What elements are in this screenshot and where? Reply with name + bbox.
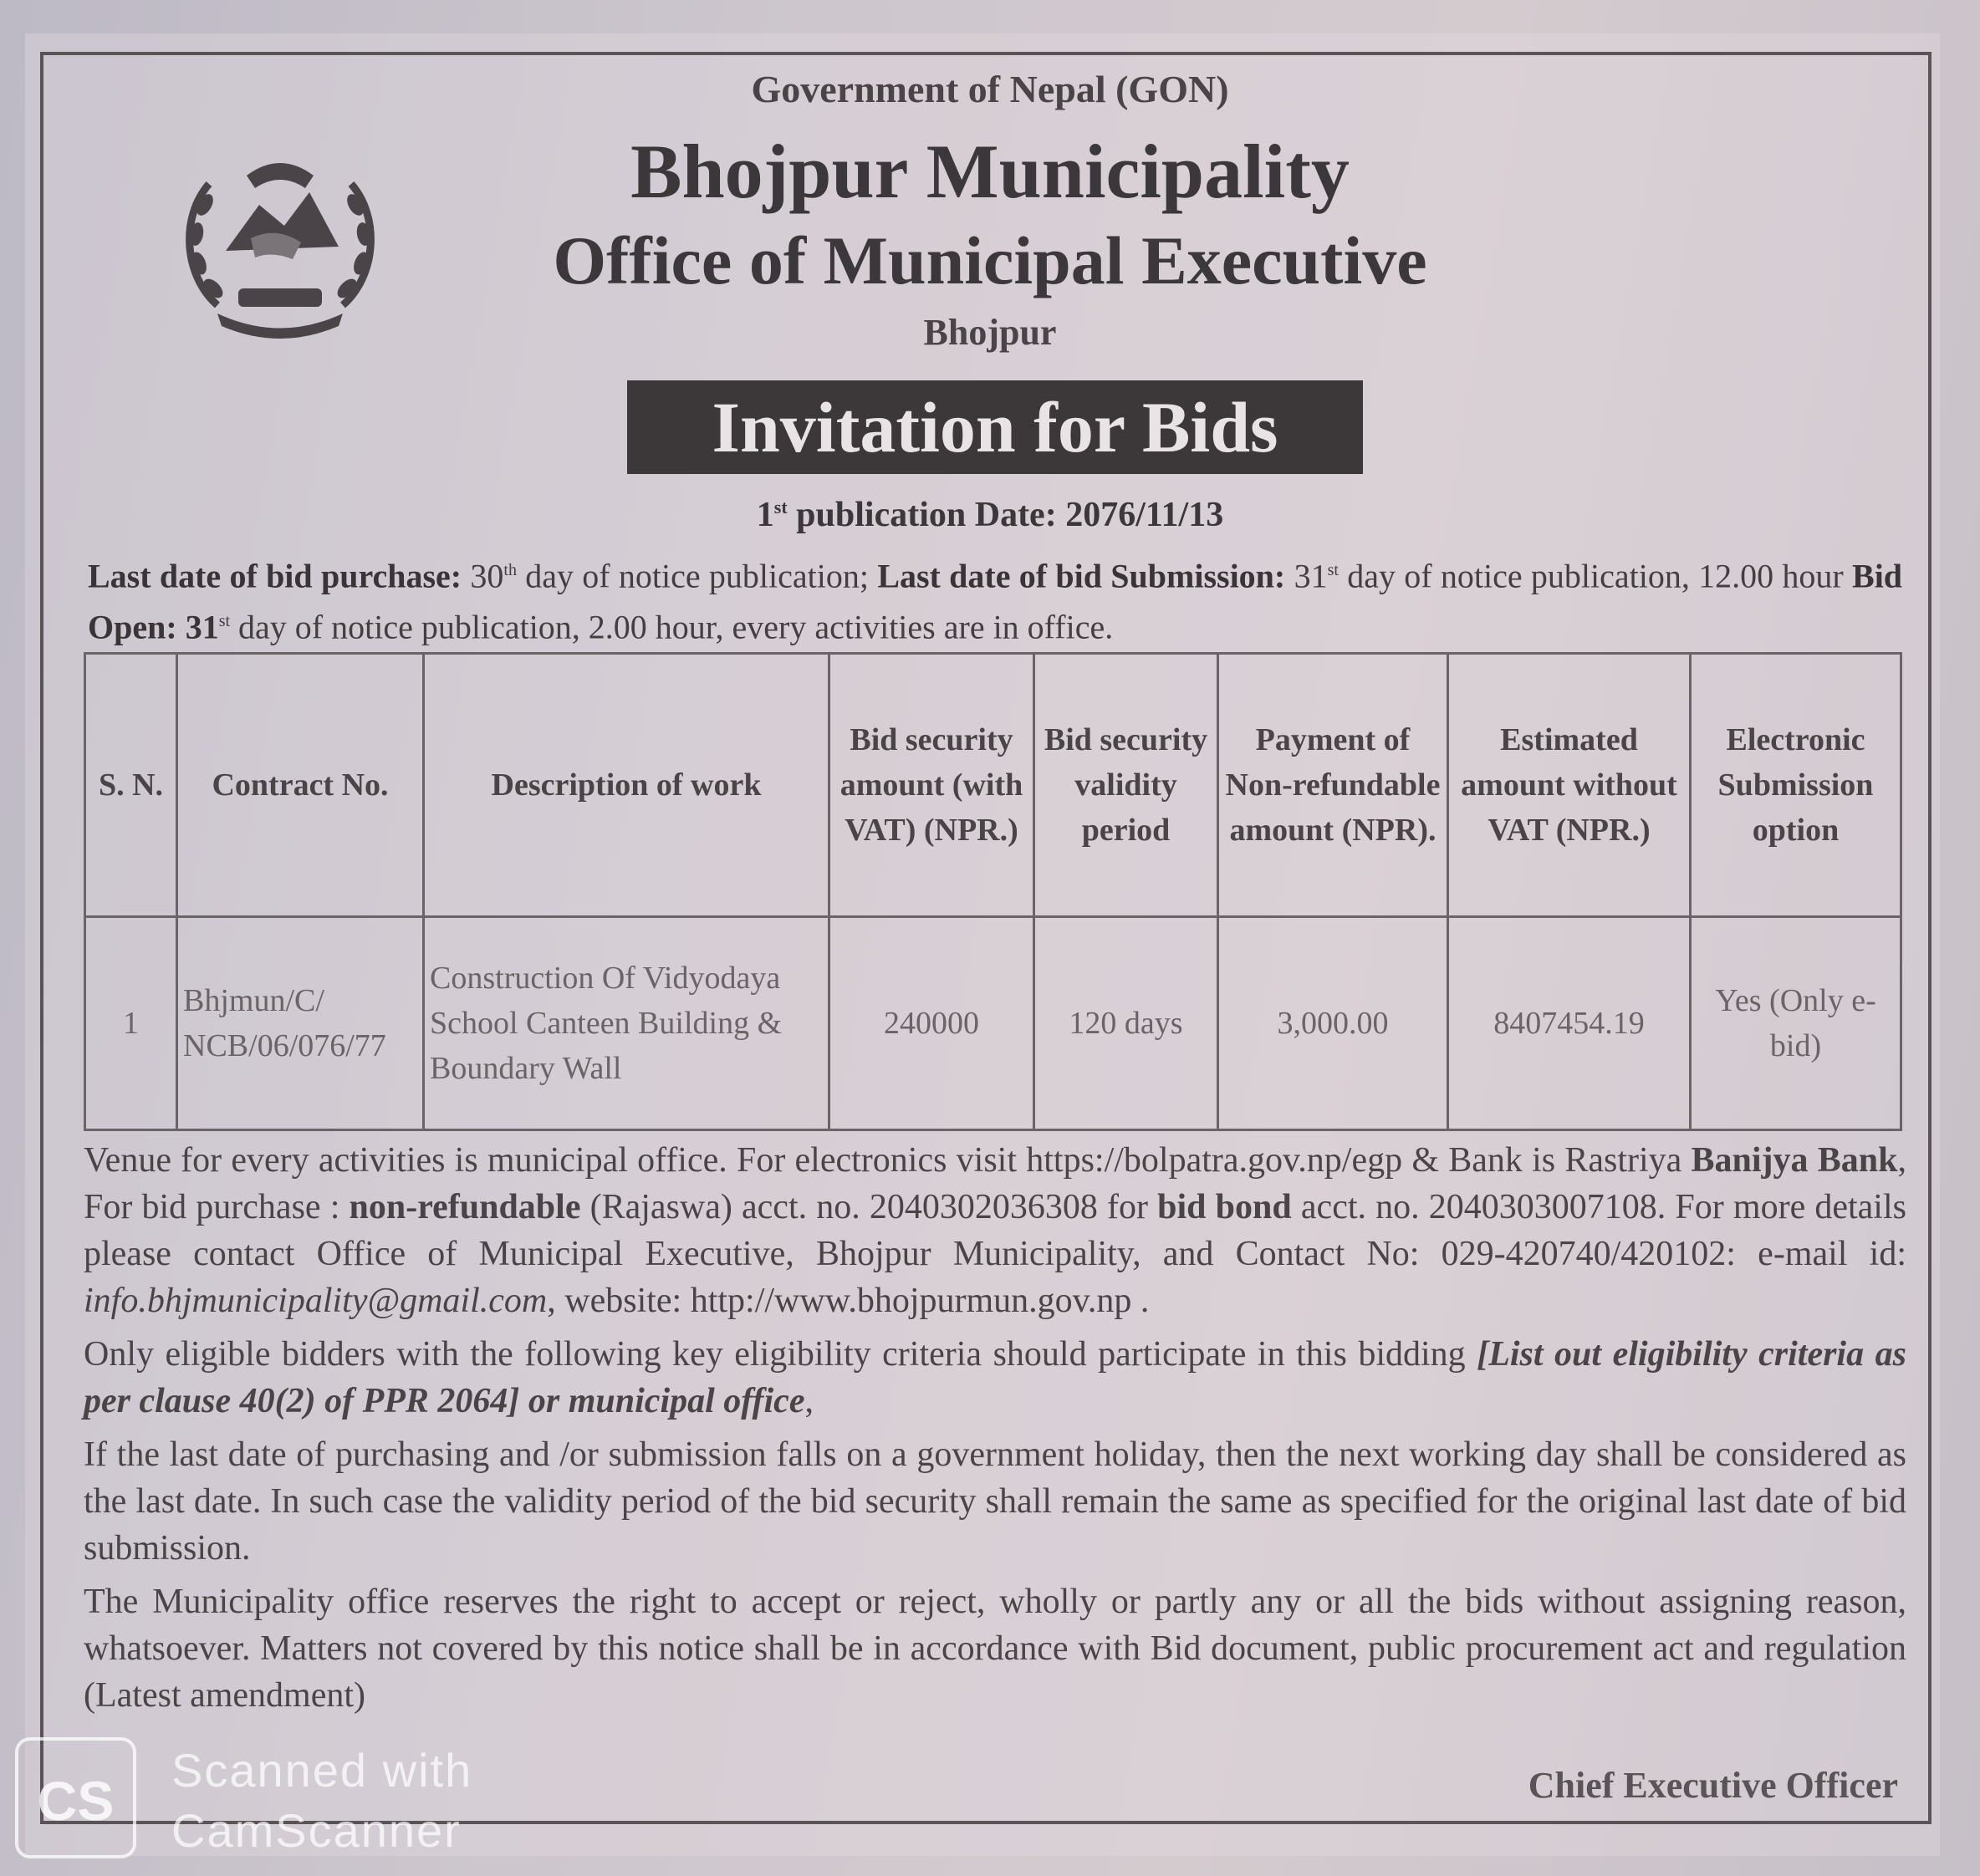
bids-table — [84, 652, 1902, 1131]
signature-title: Chief Executive Officer — [1528, 1765, 1898, 1806]
office-heading: Office of Municipal Executive — [553, 222, 1427, 298]
eligibility-paragraph: Only eligible bidders with the following key eligibility criteria should participate in this bidding [List out eligibility criteria as per clause 40(2) of PPR 2064] or municipal office, — [84, 1335, 1906, 1420]
cell-sn: 1 — [85, 917, 177, 1130]
scanner-watermark — [171, 1741, 472, 1861]
venue-paragraph: Venue for every activities is municipal office. For electronics visit https://bolpatra.gov.np/egp & Bank is Rastriya Banijya Bank, For bid purchase : non-refundable (Rajaswa) acct. no. 2040302036308 for bid bond acct. no. 2040303007108. For more details please contact Office of Municipal Executive, Bhojpur Municipality, and Contact No: 029-420740/420102: e-mail id: info.bhjmunicipality@gmail.com, website: http://www.bhojpurmun.gov.np . — [84, 1141, 1906, 1320]
header-estimated: Estimated amount without VAT (NPR.) — [1448, 654, 1691, 917]
bid-schedule: Last date of bid purchase: 30th day of notice publication; Last date of bid Submission: 31st day of notice publication, 12.00 hour Bid Open: 31st day of notice publication, 2.00 hour, every activities are in office. — [88, 557, 1903, 646]
header-validity: Bid security validity period — [1034, 654, 1218, 917]
rights-paragraph: The Municipality office reserves the right to accept or reject, wholly or partly any or all the bids without assigning reason, whatsoever. Matters not covered by this notice shall be in accordance with Bid document, public procurement act and regulation (Latest amendment) — [84, 1583, 1906, 1715]
publication-date: 1st publication Date: 2076/11/13 — [756, 496, 1224, 534]
place-heading: Bhojpur — [923, 312, 1057, 353]
camscanner-logo-letters: CS — [37, 1770, 115, 1832]
cell-contract: Bhjmun/C/ NCB/06/076/77 — [177, 917, 424, 1130]
watermark-line-2: CamScanner — [171, 1804, 462, 1857]
cell-validity: 120 days — [1034, 917, 1218, 1130]
notice-body — [84, 1137, 1906, 1726]
camscanner-logo-icon — [15, 1737, 136, 1858]
municipality-heading: Bhojpur Municipality — [630, 129, 1350, 214]
header-bid-security: Bid security amount (with VAT) (NPR.) — [829, 654, 1034, 917]
table-header-row — [85, 654, 1901, 917]
holiday-paragraph: If the last date of purchasing and /or submission falls on a government holiday, then the next working day shall be considered as the last date. In such case the validity period of the bid security shall remain the same as specified for the original last date of bid submission. — [84, 1435, 1906, 1568]
header-sn: S. N. — [85, 654, 177, 917]
cell-electronic: Yes (Only e-bid) — [1691, 917, 1901, 1130]
header-contract: Contract No. — [177, 654, 424, 917]
table-row — [85, 917, 1901, 1130]
cell-description: Construction Of Vidyodaya School Canteen Building & Boundary Wall — [424, 917, 829, 1130]
invitation-banner: Invitation for Bids — [627, 380, 1363, 474]
government-heading: Government of Nepal (GON) — [751, 68, 1229, 110]
cell-payment: 3,000.00 — [1218, 917, 1448, 1130]
watermark-line-1: Scanned with — [171, 1744, 473, 1797]
cell-bid-security: 240000 — [829, 917, 1034, 1130]
cell-estimated: 8407454.19 — [1448, 917, 1691, 1130]
header-electronic: Electronic Submission option — [1691, 654, 1901, 917]
header-payment: Payment of Non-refundable amount (NPR). — [1218, 654, 1448, 917]
header-description: Description of work — [424, 654, 829, 917]
